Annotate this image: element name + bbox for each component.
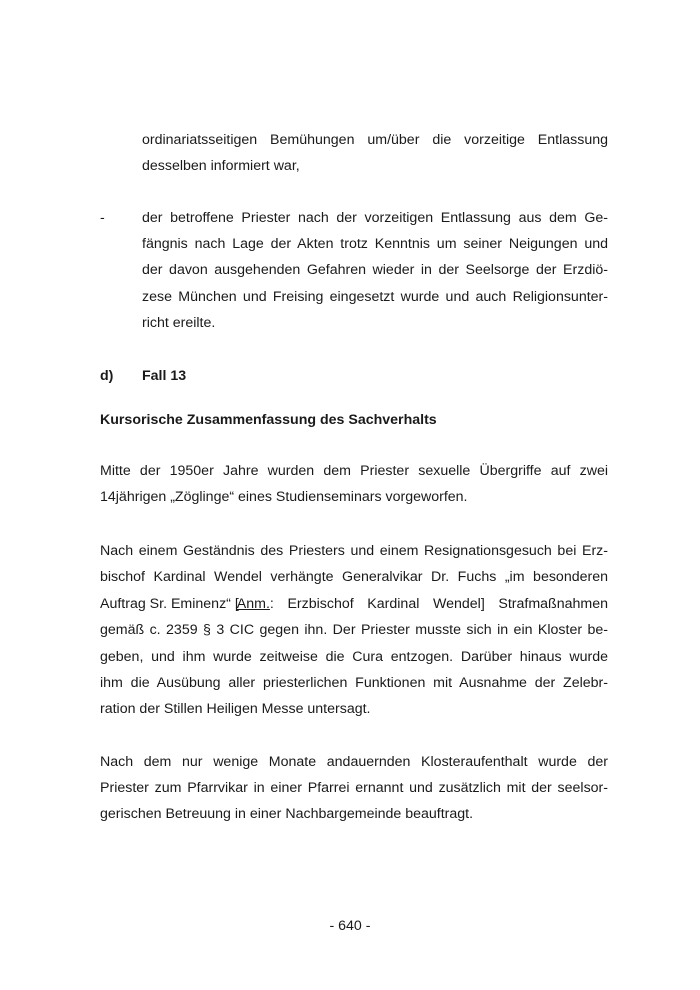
bullet-line-4: zese München und Freising eingesetzt wurde und auch Religionsunter-: [142, 289, 608, 305]
paragraph3-line-2: Priester zum Pfarrvikar in einer Pfarrei ernannt und zusätzlich mit der seelsor-: [100, 780, 608, 796]
paragraph2-line-5: geben, und ihm wurde zeitweise die Cura entzogen. Darüber hinaus wurde: [100, 649, 608, 665]
paragraph2-line-1: Nach einem Geständnis des Priesters und einem Resignationsgesuch bei Erz-: [100, 543, 608, 559]
section-title: Fall 13: [142, 368, 187, 384]
paragraph2-line-3-before: Auftrag Sr. Eminenz“ [: [100, 596, 239, 612]
subheading: Kursorische Zusammenfassung des Sachverhalts: [100, 412, 437, 428]
paragraph1-line-2: 14jährigen „Zöglinge“ eines Studienseminars vorgeworfen.: [100, 489, 468, 505]
paragraph1-line-1: Mitte der 1950er Jahre wurden dem Priester sexuelle Übergriffe auf zwei: [100, 463, 608, 479]
paragraph2-line-7: ration der Stillen Heiligen Messe untersagt.: [100, 701, 371, 717]
annotation-link: Anm.: [236, 596, 270, 612]
bullet-line-5: richt ereilte.: [142, 315, 216, 331]
bullet-line-2: fängnis nach Lage der Akten trotz Kenntnis um seiner Neigungen und: [142, 236, 608, 252]
paragraph2-line-2: bischof Kardinal Wendel verhängte Generalvikar Dr. Fuchs „im besonderen: [100, 569, 608, 585]
section-label: d): [100, 368, 114, 384]
bullet-marker: -: [100, 210, 105, 226]
bullet-line-3: der davon ausgehenden Gefahren wieder in der Seelsorge der Erzdiö-: [142, 262, 608, 278]
paragraph3-line-1: Nach dem nur wenige Monate andauernden Klosteraufenthalt wurde der: [100, 754, 608, 770]
paragraph2-line-3-after: : Erzbischof Kardinal Wendel] Strafmaßnahmen: [269, 596, 608, 612]
paragraph3-line-3: gerischen Betreuung in einer Nachbargemeinde beauftragt.: [100, 806, 474, 822]
continuation-line-1: ordinariatsseitigen Bemühungen um/über die vorzeitige Entlassung: [142, 132, 608, 148]
paragraph2-line-4: gemäß c. 2359 § 3 CIC gegen ihn. Der Priester musste sich in ein Kloster be-: [100, 622, 608, 638]
paragraph2-line-3: [100, 594, 608, 614]
continuation-line-2: desselben informiert war,: [142, 158, 300, 174]
bullet-line-1: der betroffene Priester nach der vorzeitigen Entlassung aus dem Ge-: [142, 210, 608, 226]
page-number: - 640 -: [329, 918, 371, 934]
paragraph2-line-6: ihm die Ausübung aller priesterlichen Funktionen mit Ausnahme der Zelebr-: [100, 675, 608, 691]
